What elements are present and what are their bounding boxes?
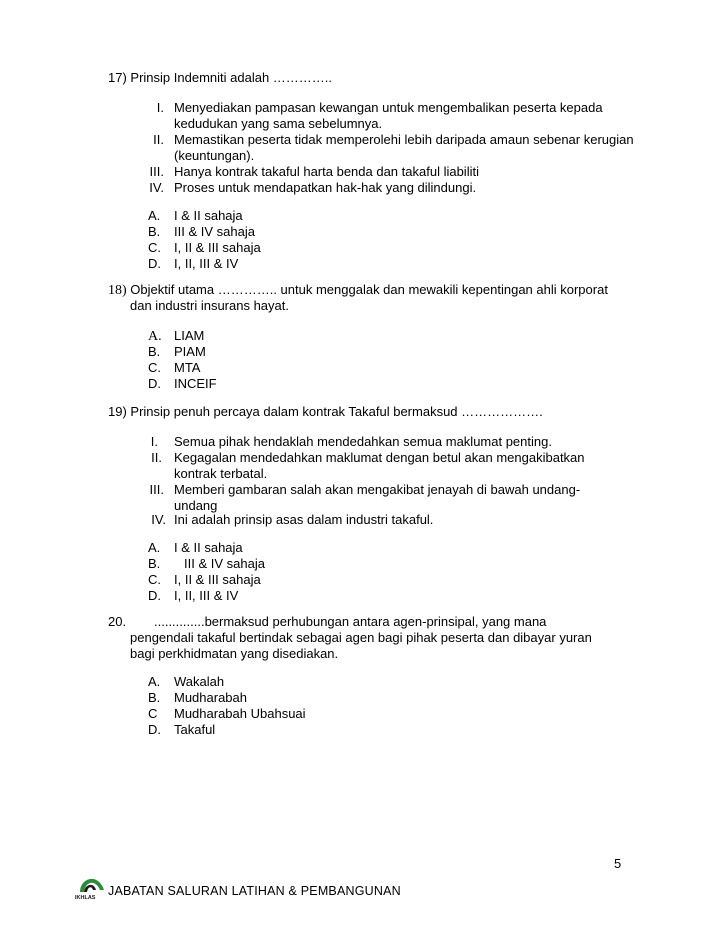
statement-item: II. Memastikan peserta tidak memperolehi lebih daripada amaun sebenar kerugian (keuntungan).: [153, 132, 634, 163]
option-a[interactable]: A. I & II sahaja: [148, 208, 243, 223]
option-b[interactable]: B. Mudharabah: [148, 690, 247, 705]
page-number: 5: [614, 856, 622, 871]
option-c[interactable]: C Mudharabah Ubahsuai: [148, 706, 306, 721]
statement-item: II. Kegagalan mendedahkan maklumat dengan betul akan mengakibatkan kontrak terbatal.: [151, 450, 585, 481]
option-d[interactable]: D. Takaful: [148, 722, 216, 737]
option-b[interactable]: B. III & IV sahaja: [148, 224, 255, 239]
question-17-stem: [108, 70, 628, 86]
statement-item: III. Hanya kontrak takaful harta benda dan takaful liabiliti: [149, 164, 479, 179]
question-20-stem: [108, 614, 628, 630]
option-c[interactable]: C. I, II & III sahaja: [148, 572, 261, 587]
question-number: 17): [108, 70, 127, 85]
question-text-continued: bagi perkhidmatan yang disediakan.: [130, 646, 339, 661]
statement-item: III. Memberi gambaran salah akan mengakibat jenayah di bawah undang-undang: [149, 482, 581, 513]
svg-text:IKHLAS: IKHLAS: [75, 895, 96, 901]
option-b[interactable]: B. III & IV sahaja: [148, 556, 265, 571]
question-19-stem: [108, 404, 628, 420]
question-text-continued: dan industri insurans hayat.: [130, 298, 289, 313]
option-a[interactable]: A. LIAM: [148, 328, 205, 344]
footer-department: JABATAN SALURAN LATIHAN & PEMBANGUNAN: [108, 884, 401, 898]
question-text: Prinsip Indemniti adalah …………..: [130, 70, 333, 85]
option-a[interactable]: A. Wakalah: [148, 674, 225, 689]
question-number: 18): [108, 283, 127, 298]
option-a[interactable]: A. I & II sahaja: [148, 540, 243, 555]
statement-item: IV. Ini adalah prinsip asas dalam industri takaful.: [151, 512, 434, 527]
option-d[interactable]: D. INCEIF: [148, 376, 217, 391]
option-d[interactable]: D. I, II, III & IV: [148, 588, 239, 603]
option-c[interactable]: C. I, II & III sahaja: [148, 240, 261, 255]
question-number: 19): [108, 404, 127, 419]
question-text: Objektif utama ………….. untuk menggalak dan mewakili kepentingan ahli korporat: [130, 282, 608, 297]
question-text: ..............bermaksud perhubungan antara agen-prinsipal, yang mana: [154, 614, 547, 629]
statement-item: I. Menyediakan pampasan kewangan untuk mengembalikan peserta kepada kedudukan yang sama sebelumnya.: [156, 100, 603, 131]
option-c[interactable]: C. MTA: [148, 360, 201, 375]
logo-mark-icon: [74, 868, 108, 902]
question-text: Prinsip penuh percaya dalam kontrak Takaful bermaksud ……………….: [130, 404, 543, 419]
option-d[interactable]: D. I, II, III & IV: [148, 256, 239, 271]
question-number: 20.: [108, 614, 127, 629]
question-18-stem: [108, 282, 628, 299]
statement-item: I. Semua pihak hendaklah mendedahkan semua maklumat penting.: [150, 434, 552, 449]
ikhlas-logo: [74, 868, 108, 902]
question-text-continued: pengendali takaful bertindak sebagai agen bagi pihak peserta dan dibayar yuran: [130, 630, 592, 645]
statement-item: IV. Proses untuk mendapatkan hak-hak yang dilindungi.: [149, 180, 477, 195]
option-b[interactable]: B. PIAM: [148, 344, 206, 359]
